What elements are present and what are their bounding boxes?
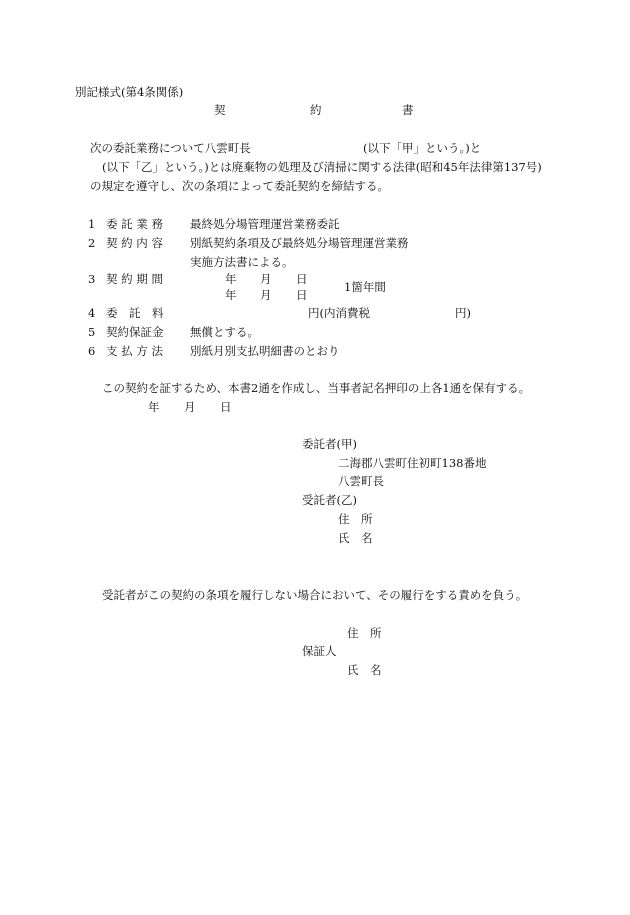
month-label: 月 [184,400,196,414]
title-char-1: 契 [214,103,226,117]
item-label-deposit: 契約保証金 [106,325,164,339]
day-label: 日 [296,288,308,302]
intro-line-1b: (以下「甲」という。)と [363,141,482,155]
item-number: 3 [88,272,96,286]
witness-statement: この契約を証するため、本書2通を作成し、当事者記名押印の上各1通を保有する。 [102,381,531,395]
consignee-name-label: 氏 名 [338,531,373,545]
item-value-content: 別紙契約条項及び最終処分場管理運営業務 [190,236,409,250]
consignor-address: 二海郡八雲町住初町138番地 [338,456,487,470]
item-label-payment: 支 払 方 法 [106,344,163,358]
item-value-content-cont: 実施方法書による。 [190,255,294,269]
item-value-deposit: 無償とする。 [190,325,259,339]
item-label-service: 委 託 業 務 [106,217,163,231]
title-char-2: 約 [310,103,322,117]
item-label-content: 契 約 内 容 [106,236,163,250]
period-duration: 1箇年間 [344,280,386,294]
item-value-service: 最終処分場管理運営業務委託 [190,217,340,231]
intro-line-3: の規定を遵守し、次の条項によって委託契約を締結する。 [90,179,389,193]
item-number: 2 [88,236,96,250]
form-reference: 別記様式(第4条関係) [75,85,184,99]
item-number: 5 [88,325,96,339]
consignor-label: 委託者(甲) [302,437,357,451]
guarantor-name-label: 氏 名 [347,663,382,677]
guarantor-label: 保証人 [302,644,337,658]
day-label: 日 [296,272,308,286]
title-char-3: 書 [402,103,414,117]
guarantee-statement: 受託者がこの契約の条項を履行しない場合において、その履行をする責めを負う。 [102,588,528,602]
item-number: 4 [88,306,96,320]
item-label-period: 契 約 期 間 [106,272,163,286]
guarantor-address-label: 住 所 [347,626,382,640]
day-label: 日 [220,400,232,414]
consignee-address-label: 住 所 [338,512,373,526]
item-value-payment: 別紙月別支払明細書のとおり [190,344,340,358]
year-label: 年 [148,400,160,414]
consignor-name: 八雲町長 [338,474,384,488]
item-label-fee: 委 託 料 [106,306,164,320]
fee-yen-end: 円) [455,306,471,320]
month-label: 月 [260,288,272,302]
year-label: 年 [225,288,237,302]
item-number: 1 [88,217,96,231]
item-number: 6 [88,344,96,358]
month-label: 月 [260,272,272,286]
year-label: 年 [225,272,237,286]
intro-line-1a: 次の委託業務について八雲町長 [90,141,251,155]
intro-line-2: (以下「乙」という。)とは廃棄物の処理及び清掃に関する法律(昭和45年法律第137号) [102,160,542,174]
consignee-label: 受託者(乙) [302,493,357,507]
fee-yen-tax: 円(内消費税 [308,306,370,320]
